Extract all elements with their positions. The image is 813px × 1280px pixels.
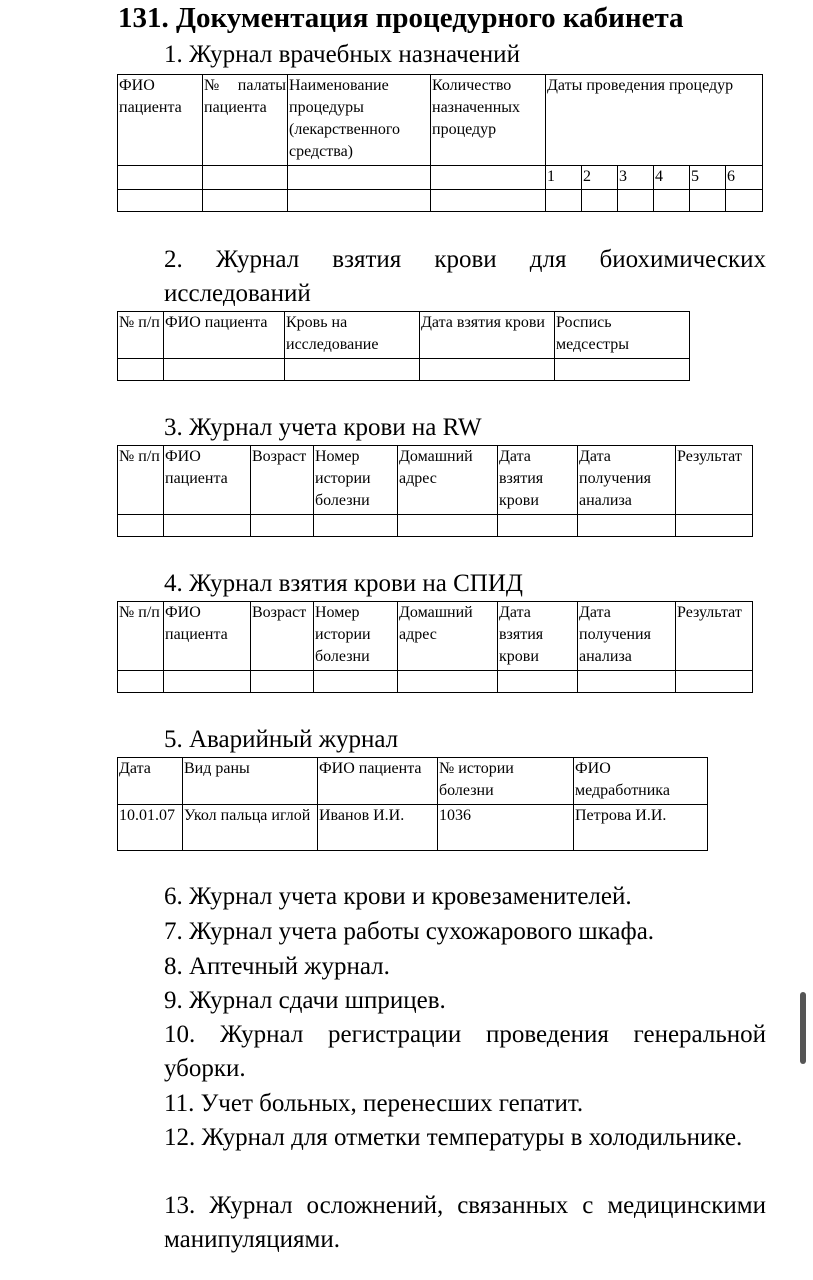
- date-col-cell: 4: [654, 166, 690, 190]
- section-heading-1: 1. Журнал врачебных назначений: [164, 41, 520, 68]
- header-cell: Возраст: [251, 602, 314, 671]
- hiv-blood-table: [117, 601, 753, 693]
- list-item: 8. Аптечный журнал.: [164, 953, 390, 980]
- date-col-cell: 5: [690, 166, 726, 190]
- list-item: 11. Учет больных, перенесших гепатит.: [164, 1090, 584, 1117]
- header-cell: Номер истории болезни: [314, 602, 398, 671]
- header-cell: Домашний адрес: [398, 446, 498, 515]
- header-cell: Кровь на исследование: [285, 312, 420, 359]
- header-cell: ФИО пациента: [164, 602, 251, 671]
- table-cell: Укол пальца иглой: [183, 805, 318, 851]
- list-item: 9. Журнал сдачи шприцев.: [164, 987, 446, 1014]
- list-item: 7. Журнал учета работы сухожарового шкафа.: [164, 918, 655, 945]
- emergency-log-table: [117, 757, 708, 851]
- list-item: 6. Журнал учета крови и кровезаменителей.: [164, 883, 632, 910]
- header-cell: Даты проведения процедур: [546, 75, 763, 166]
- section-heading-5: 5. Аварийный журнал: [164, 726, 399, 753]
- list-item: 10. Журнал регистрации проведения генеральной уборки.: [164, 1021, 766, 1082]
- section-heading-2: 2. Журнал взятия крови для биохимических исследований: [164, 246, 766, 307]
- header-cell: Дата взятия крови: [498, 602, 578, 671]
- list-item: 13. Журнал осложнений, связанных с медицинскими манипуляциями.: [164, 1192, 766, 1253]
- table-cell: 1036: [438, 805, 574, 851]
- date-col-cell: 6: [726, 166, 763, 190]
- header-cell: Дата взятия крови: [498, 446, 578, 515]
- header-cell: ФИО пациента: [164, 446, 251, 515]
- header-cell: Количество назначенных процедур: [431, 75, 546, 166]
- rw-blood-table: [117, 445, 753, 537]
- prescriptions-table: [117, 74, 763, 212]
- section-heading-4: 4. Журнал взятия крови на СПИД: [164, 570, 523, 597]
- header-cell: Дата получения анализа: [578, 446, 676, 515]
- header-cell: № п/п: [118, 312, 164, 359]
- table-cell: Иванов И.И.: [318, 805, 438, 851]
- header-cell: № истории болезни: [438, 758, 574, 805]
- header-cell: ФИО медработника: [574, 758, 708, 805]
- date-col-cell: 1: [546, 166, 582, 190]
- date-col-cell: 2: [582, 166, 618, 190]
- header-cell: Возраст: [251, 446, 314, 515]
- scrollbar-thumb[interactable]: [800, 992, 806, 1064]
- header-cell: Вид раны: [183, 758, 318, 805]
- date-col-cell: 3: [618, 166, 654, 190]
- header-cell: № п/п: [118, 446, 164, 515]
- header-cell: Наименование процедуры (лекарственного средства): [288, 75, 431, 166]
- header-cell: № п/п: [118, 602, 164, 671]
- header-cell: Результат: [676, 446, 753, 515]
- biochem-blood-table: [117, 311, 690, 381]
- header-cell: № палаты пациента: [203, 75, 288, 166]
- header-cell: Дата взятия крови: [420, 312, 555, 359]
- page-title: 131. Документация процедурного кабинета: [118, 2, 684, 34]
- section-heading-3: 3. Журнал учета крови на RW: [164, 414, 482, 441]
- header-cell: Домашний адрес: [398, 602, 498, 671]
- list-item: 12. Журнал для отметки температуры в холодильнике.: [164, 1124, 743, 1151]
- table-cell: Петрова И.И.: [574, 805, 708, 851]
- header-cell: ФИО пациента: [164, 312, 285, 359]
- header-cell: Роспись медсестры: [555, 312, 690, 359]
- header-cell: ФИО пациента: [118, 75, 203, 166]
- header-cell: Дата получения анализа: [578, 602, 676, 671]
- table-cell: 10.01.07: [118, 805, 183, 851]
- header-cell: Номер истории болезни: [314, 446, 398, 515]
- header-cell: Результат: [676, 602, 753, 671]
- header-cell: Дата: [118, 758, 183, 805]
- header-cell: ФИО пациента: [318, 758, 438, 805]
